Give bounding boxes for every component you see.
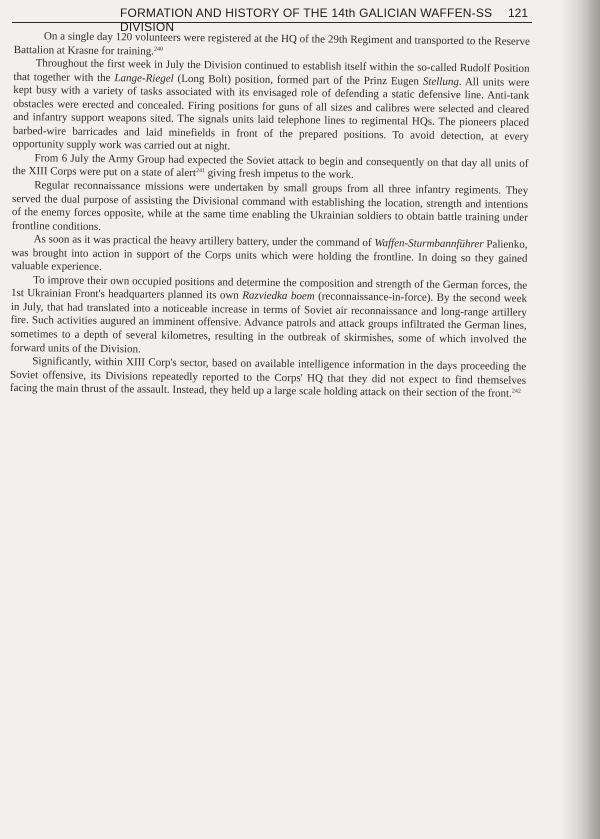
paragraph — [13, 57, 530, 158]
book-fore-edge — [588, 0, 600, 839]
paragraph — [10, 274, 527, 361]
page-header — [12, 6, 532, 34]
body-text — [10, 30, 530, 402]
paragraph-text: giving fresh impetus to the work. — [204, 167, 354, 182]
paragraph-text: Palienko, was brought into action in support of the Corps units which were holding the frontline. In doing so they gained valuable experience. — [11, 238, 528, 274]
paragraph — [11, 233, 527, 279]
italic-term: Lange-Riegel — [114, 71, 174, 85]
paragraph-text: Regular reconnaissance missions were undertaken by small groups from all three infantry regiments. They served the dual purpose of assisting the Divisional command with establishing the location, strength and intentions of the enemy forces opposite, while at the same time enabling the Ukrainian soldiers to obtain battle training under frontline conditions. — [11, 179, 529, 233]
paragraph-text: (reconnaissance-in-force). By the second week in July, that had translated into a noticeable increase in terms of Soviet air reconnaissance and long-range artillery fire. Such activities augured an imminent offensive. Advance patrols and attack groups infiltrated the German lines, sometimes to a depth of several kilometres, resulting in the outbreak of skirmishes, some of which involved the forward units of the Division. — [10, 290, 528, 356]
page-edge-shadow — [560, 0, 590, 839]
paragraph — [10, 355, 526, 401]
italic-term: Razviedka boem — [242, 289, 315, 303]
page-number: 121 — [507, 6, 528, 20]
paragraph-text: Throughout the first week in July the Division continued to establish itself within the so-called Rudolf Position that together with the — [13, 57, 530, 84]
paragraph-text: On a single day 120 volunteers were registered at the HQ of the 29th Regiment and transported to the Reserve Battalion at Krasne for training. — [13, 30, 530, 58]
running-head: FORMATION AND HISTORY OF THE 14th GALICIAN WAFFEN-SS DIVISION — [120, 6, 493, 34]
paragraph — [12, 179, 529, 239]
italic-term: Stellung — [422, 75, 459, 88]
footnote-ref: 241 — [195, 168, 206, 175]
paragraph-text: . All units were kept busy with a variety of tasks associated with its envisaged role of defending a static defensive line. Anti-tank obstacles were erected and concealed. Firing positions for guns of all sizes and calibres were selected and cleared and infantry support weapons sited. The signals units laid telephone lines to regimental HQs. The pioneers placed barbed-wire barricades and laid minefields in front of the prepared positions. To avoid detection, at every opportunity supply work was carried out at night. — [12, 75, 530, 153]
paragraph-text: As soon as it was practical the heavy artillery battery, under the command of — [33, 233, 375, 250]
footnote-ref: 240 — [153, 46, 164, 53]
italic-term: Waffen-Sturmbannführer — [374, 237, 484, 251]
footnote-ref: 242 — [511, 388, 521, 395]
paragraph-text: Significantly, within XIII Corp's sector, based on available intelligence information in the days proceeding the Soviet offensive, its Divisions repeatedly reported to the Corps' HQ that they did not expect to find themselves facing the main thrust of the assault. Instead, they held up a large scale holding attack on their section of the front. — [9, 355, 527, 400]
paragraph-text: From 6 July the Army Group had expected the Soviet attack to begin and consequently on that day all units of the XIII Corps were put on a state of alert — [12, 152, 529, 180]
paragraph-text: (Long Bolt) position, formed part of the Prinz Eugen — [173, 72, 423, 88]
paragraph-text: To improve their own occupied positions and determine the composition and strength of the German forces, the 1st Ukrainian Front's headquarters planned its own — [10, 274, 528, 302]
